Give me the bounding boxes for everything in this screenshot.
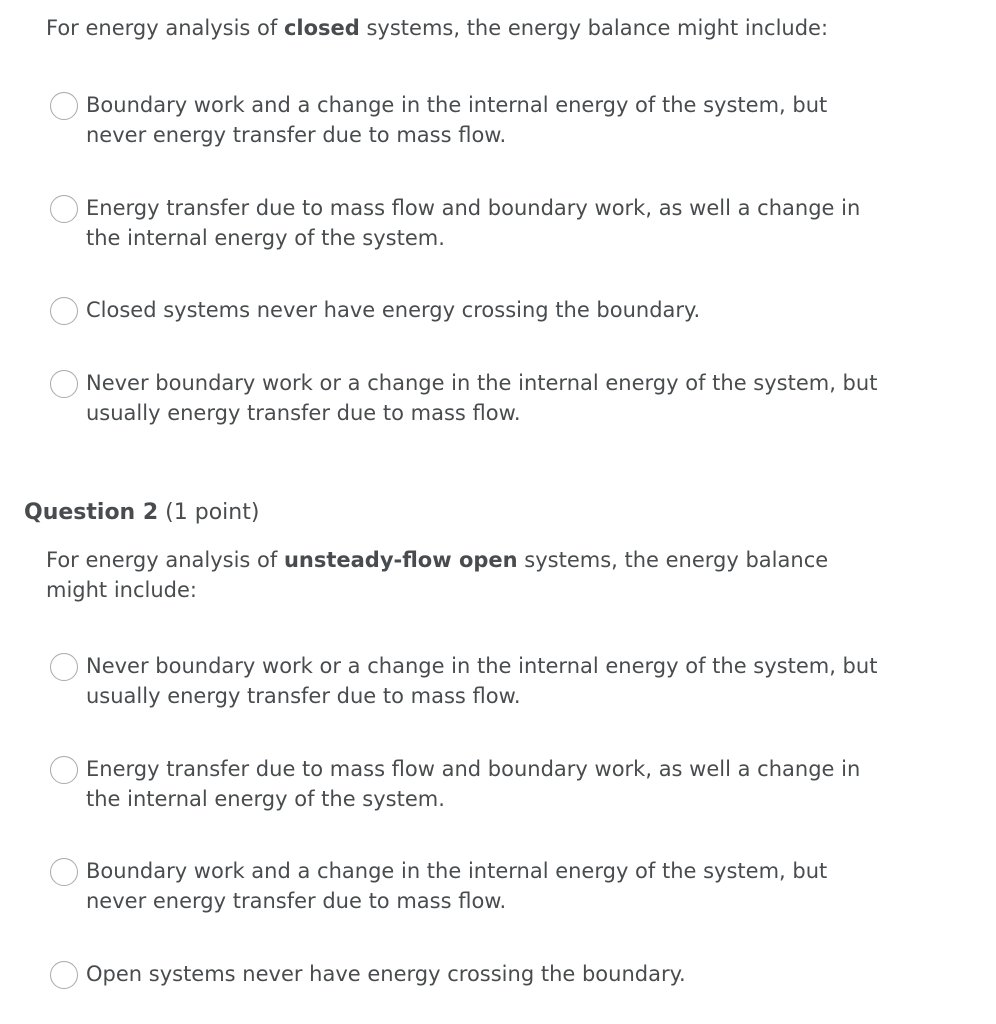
- option-label: Never boundary work or a change in the internal energy of the system, but usually energy transfer due to mass flow.: [86, 371, 878, 425]
- question-1-option-2[interactable]: [50, 193, 910, 253]
- option-label: Boundary work and a change in the internal energy of the system, but never energy transfer due to mass flow.: [86, 859, 828, 913]
- radio-button[interactable]: [50, 92, 78, 120]
- question-1-option-4[interactable]: [50, 368, 910, 428]
- question-2-number: Question 2: [24, 500, 159, 525]
- question-2-prompt-start: For energy analysis of: [46, 548, 284, 572]
- option-label: Boundary work and a change in the internal energy of the system, but never energy transfer due to mass flow.: [86, 93, 828, 147]
- question-1-prompt-end: systems, the energy balance might include:: [359, 16, 829, 40]
- question-1-option-3[interactable]: [50, 295, 910, 325]
- question-1-prompt-start: For energy analysis of: [46, 16, 284, 40]
- question-2-option-2[interactable]: [50, 754, 910, 814]
- option-label: Energy transfer due to mass flow and boundary work, as well a change in the internal energy of the system.: [86, 196, 861, 250]
- radio-button[interactable]: [50, 653, 78, 681]
- question-2-option-3[interactable]: [50, 856, 910, 916]
- question-1-option-1[interactable]: [50, 90, 910, 150]
- radio-button[interactable]: [50, 858, 78, 886]
- radio-button[interactable]: [50, 756, 78, 784]
- radio-button[interactable]: [50, 195, 78, 223]
- question-2-prompt-end: systems, the energy balance might include:: [46, 548, 829, 602]
- option-label: Energy transfer due to mass flow and boundary work, as well a change in the internal energy of the system.: [86, 757, 861, 811]
- question-2-points: (1 point): [158, 500, 260, 525]
- question-1-prompt: [46, 13, 846, 43]
- question-2-option-1[interactable]: [50, 651, 910, 711]
- option-label: Closed systems never have energy crossing the boundary.: [86, 298, 701, 322]
- question-2-option-4[interactable]: [50, 959, 910, 989]
- question-2-heading: [24, 497, 259, 529]
- radio-button[interactable]: [50, 297, 78, 325]
- option-label: Never boundary work or a change in the internal energy of the system, but usually energy transfer due to mass flow.: [86, 654, 878, 708]
- option-label: Open systems never have energy crossing the boundary.: [86, 962, 686, 986]
- radio-button[interactable]: [50, 370, 78, 398]
- question-1-prompt-bold: closed: [283, 16, 360, 40]
- question-2-prompt: [46, 545, 836, 605]
- question-2-prompt-bold: unsteady-flow open: [283, 548, 518, 572]
- radio-button[interactable]: [50, 961, 78, 989]
